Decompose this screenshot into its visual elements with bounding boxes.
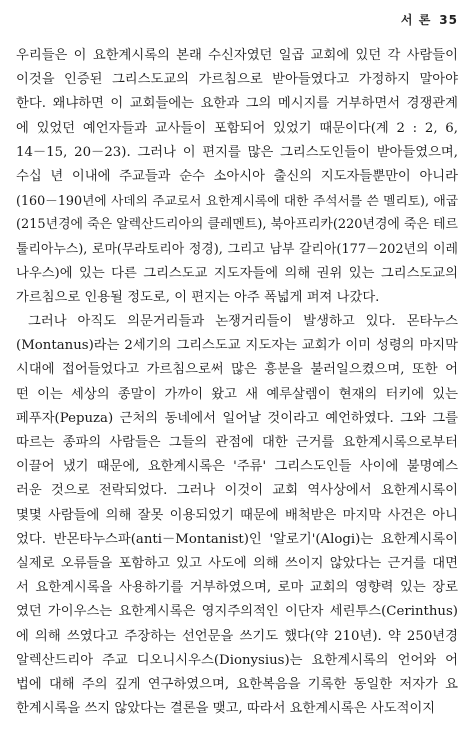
text-line: 알렉산드리아 주교 디오니시우스(Dionysius)는 요한계시록의 언어와 어 <box>16 652 458 668</box>
text-line: 한계시록을 쓰지 않았다는 결론을 맺고, 따라서 요한계시록은 사도적이지 <box>16 701 436 717</box>
paragraph <box>16 44 458 310</box>
text-line: 떤 이는 세상의 종말이 가까이 왔고 새 예루살렘이 현재의 터키에 있는 <box>16 386 458 402</box>
text-line: 우리들은 이 요한계시록의 본래 수신자였던 일곱 교회에 있던 각 사람들이 <box>16 48 458 63</box>
body-text <box>16 44 458 721</box>
text-line: 툴리아누스), 로마(무라토리아 정경), 그리고 남부 갈리아(177－202년의 이레 <box>16 241 458 257</box>
text-line: 14－15, 20－23). 그러나 이 편지를 많은 그리스도인들이 받아들였으며, <box>16 144 458 160</box>
text-line: 법에 대해 주의 깊게 연구하였으며, 요한복음을 기록한 동일한 저자가 요 <box>16 676 458 692</box>
text-line: 가르침으로 인용될 정도로, 이 편지는 아주 폭넓게 퍼져 나갔다. <box>16 289 380 305</box>
section-title: 서 론 <box>400 13 432 27</box>
text-line: 이것을 인증된 그리스도교의 가르침으로 받아들였다고 가정하지 말아야 <box>16 72 458 88</box>
text-line: 한다. 왜냐하면 이 교회들에는 요한과 그의 메시지를 거부하면서 경쟁관계 <box>16 96 458 112</box>
text-line: 서 요한계시록을 사용하기를 거부하였으며, 로마 교회의 영향력 있는 장로 <box>16 580 458 596</box>
page-number: 35 <box>439 13 458 27</box>
text-line: 실제로 오류들을 포함하고 있고 사도에 의해 쓰이지 않았다는 근거를 대면 <box>16 555 458 571</box>
text-line: 수십 년 이내에 주교들과 순수 소아시아 출신의 지도자들뿐만이 아니라 <box>16 168 458 184</box>
text-line: 었다. 반몬타누스파(anti－Montanist)인 '알로기'(Alogi)는 요한계시록이 <box>16 531 458 547</box>
text-line: 몇몇 사람들에 의해 잘못 이용되었기 때문에 배척받은 마지막 사건은 아니 <box>16 507 458 523</box>
paragraph <box>16 310 458 721</box>
text-line: 러운 것으로 전락되었다. 그러나 이것이 교회 역사상에서 요한계시록이 <box>16 483 458 499</box>
text-line: (215년경에 죽은 알렉산드리아의 클레멘트), 북아프리카(220년경에 죽은 테르 <box>16 217 458 233</box>
text-line: 따르는 종파의 사람들은 그들의 관점에 대한 근거를 요한계시록으로부터 <box>16 435 458 450</box>
text-line: (160－190년에 사데의 주교로서 요한계시록에 대한 주석서를 쓴 멜리토), 애굽 <box>16 193 458 209</box>
text-line: 시대에 접어들었다고 가르침으로써 많은 흥분을 불러일으켰으며, 또한 어 <box>16 362 458 378</box>
text-line: 그러나 아직도 의문거리들과 논쟁거리들이 발생하고 있다. 몬타누스 <box>28 314 458 330</box>
text-line: 이끌어 냈기 때문에, 요한계시록은 '주류' 그리스도인들 사이에 불명예스 <box>16 459 458 475</box>
text-line: (Montanus)라는 2세기의 그리스도교 지도자는 교회가 이미 성령의 마지막 <box>16 338 458 354</box>
text-line: 에 있었던 예언자들과 교사들이 포함되어 있었기 때문이다(계 2 : 2, 6, <box>16 120 458 136</box>
text-line: 나우스)에 있는 다른 그리스도교 지도자들에 의해 권위 있는 그리스도교의 <box>16 265 458 281</box>
running-header <box>401 11 458 28</box>
text-line: 에 의해 쓰였다고 주장하는 선언문을 쓰기도 했다(약 210년). 약 250년경 <box>16 628 458 644</box>
text-line: 페푸자(Pepuza) 근처의 동네에서 일어날 것이라고 예언하였다. 그와 그를 <box>16 410 458 426</box>
text-line: 였던 가이우스는 요한계시록은 영지주의적인 이단자 세린투스(Cerinthus) <box>16 604 458 620</box>
